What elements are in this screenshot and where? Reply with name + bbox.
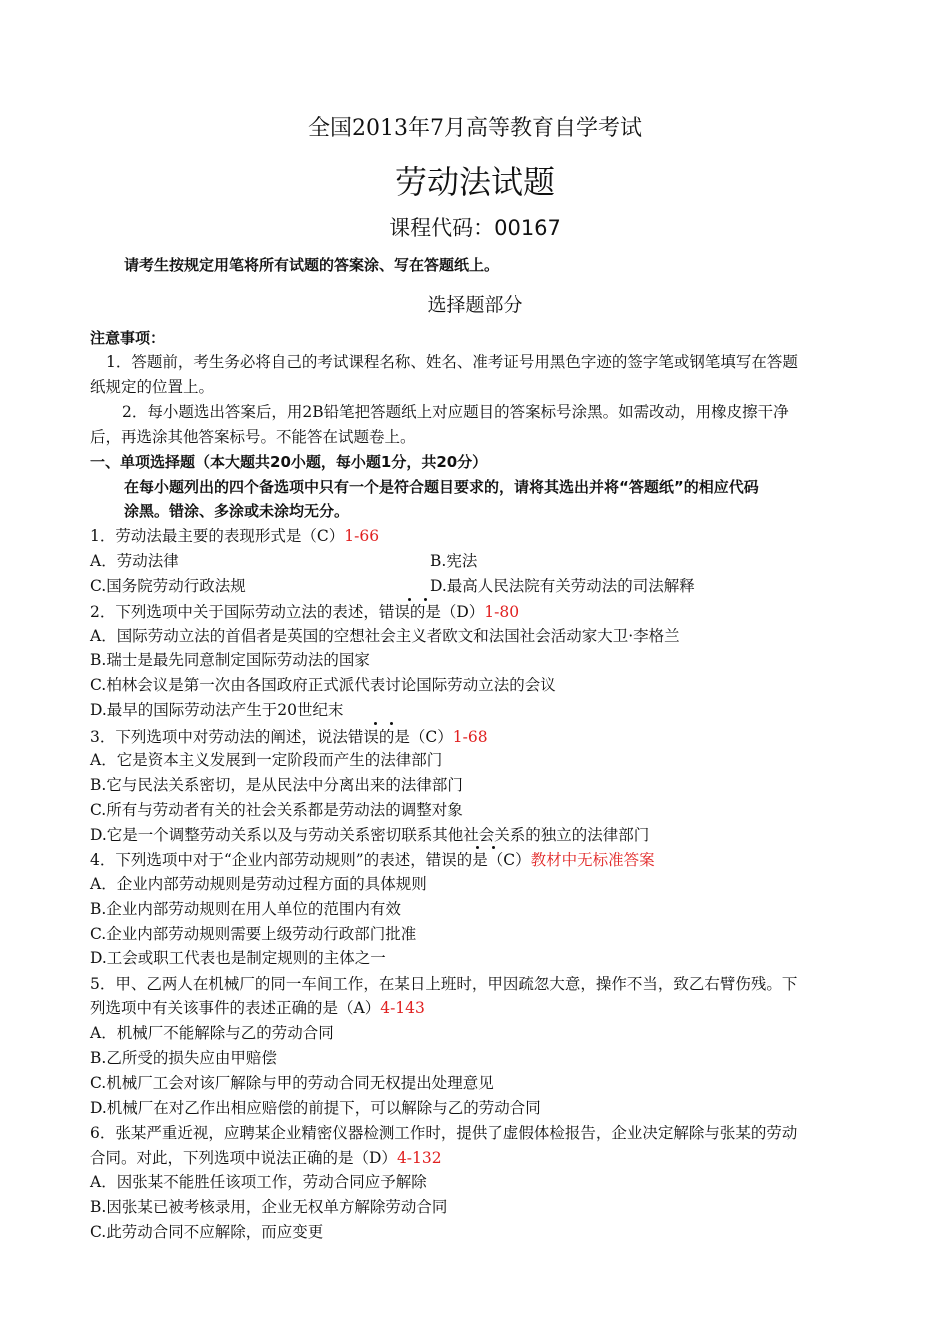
- question-2-reference: 1-80: [484, 603, 520, 621]
- question-2-option-c: C.柏林会议是第一次由各国政府正式派代表讨论国际劳动立法的会议: [90, 676, 556, 694]
- question-4-option-b: B.企业内部劳动规则在用人单位的范围内有效: [90, 900, 401, 918]
- note-2-line-1: 2．每小题选出答案后，用2B铅笔把答题纸上对应题目的答案标号涂黑。如需改动，用橡皮擦干净: [122, 403, 789, 421]
- question-1-option-c: C.国务院劳动行政法规: [90, 577, 246, 595]
- question-6-option-b: B.因张某已被考核录用，企业无权单方解除劳动合同: [90, 1198, 448, 1216]
- question-6-line-1: 6．张某严重近视，应聘某企业精密仪器检测工作时，提供了虚假体检报告，企业决定解除与张某的劳动: [90, 1124, 798, 1142]
- question-1-option-a: A．劳动法律: [90, 552, 179, 570]
- question-3: [90, 726, 488, 748]
- question-1-text: 1．劳动法最主要的表现形式是（C）: [90, 527, 345, 545]
- note-1-line-1: 1．答题前，考生务必将自己的考试课程名称、姓名、准考证号用黑色字迹的签字笔或钢笔填写在答题: [106, 353, 798, 371]
- question-5-text: 列选项中有关该事件的表述正确的是（A）: [90, 999, 381, 1017]
- course-code: 课程代码：00167: [389, 216, 561, 240]
- part-description-line-2: 涂黑。错涂、多涂或未涂均无分。: [124, 502, 350, 520]
- question-4-option-c: C.企业内部劳动规则需要上级劳动行政部门批准: [90, 925, 417, 943]
- section-title: 选择题部分: [427, 294, 523, 316]
- question-2: [90, 601, 519, 623]
- question-6-text: 合同。对此，下列选项中说法正确的是（D）: [90, 1149, 397, 1167]
- question-4-reference: 教材中无标准答案: [530, 851, 655, 869]
- note-2-line-2: 后，再选涂其他答案标号。不能答在试题卷上。: [90, 428, 416, 446]
- question-4-option-d: D.工会或职工代表也是制定规则的主体之一: [90, 949, 386, 967]
- part-heading: 一、单项选择题（本大题共20小题，每小题1分，共20分）: [90, 453, 488, 471]
- question-2-option-d: D.最早的国际劳动法产生于20世纪末: [90, 701, 344, 719]
- question-3-reference: 1-68: [452, 728, 488, 746]
- question-1-option-b: B.宪法: [430, 552, 478, 570]
- question-3-text: 3．下列选项中对劳动法的阐述，说法错误的是（C）: [90, 728, 453, 746]
- question-5-line-2: [90, 997, 425, 1019]
- page-title: 劳动法试题: [394, 163, 555, 201]
- question-3-option-a: A．它是资本主义发展到一定阶段而产生的法律部门: [90, 751, 443, 769]
- question-1: [90, 525, 379, 547]
- question-1-reference: 1-66: [344, 527, 380, 545]
- emphasis-dot: [390, 722, 393, 725]
- question-2-option-a: A．国际劳动立法的首倡者是英国的空想社会主义者欧文和法国社会活动家大卫·李格兰: [90, 627, 680, 645]
- notes-heading: 注意事项：: [90, 329, 166, 347]
- question-5-reference: 4-143: [380, 999, 425, 1017]
- note-1-line-2: 纸规定的位置上。: [90, 378, 215, 396]
- question-5-option-d: D.机械厂在对乙作出相应赔偿的前提下，可以解除与乙的劳动合同: [90, 1099, 541, 1117]
- question-4: [90, 849, 655, 871]
- instruction: 请考生按规定用笔将所有试题的答案涂、写在答题纸上。: [124, 256, 500, 274]
- question-5-option-a: A．机械厂不能解除与乙的劳动合同: [90, 1024, 334, 1042]
- part-description-line-1: 在每小题列出的四个备选项中只有一个是符合题目要求的，请将其选出并将“答题纸”的相应代码: [124, 478, 759, 496]
- question-4-option-a: A．企业内部劳动规则是劳动过程方面的具体规则: [90, 875, 427, 893]
- question-1-option-d: D.最高人民法院有关劳动法的司法解释: [430, 577, 695, 595]
- question-3-option-d: D.它是一个调整劳动关系以及与劳动关系密切联系其他社会关系的独立的法律部门: [90, 826, 650, 844]
- question-6-line-2: [90, 1147, 442, 1169]
- question-3-option-c: C.所有与劳动者有关的社会关系都是劳动法的调整对象: [90, 801, 463, 819]
- question-5-line-1: 5．甲、乙两人在机械厂的同一车间工作，在某日上班时，甲因疏忽大意，操作不当，致乙右臂伤残。下: [90, 975, 798, 993]
- question-2-option-b: B.瑞士是最先同意制定国际劳动法的国家: [90, 651, 370, 669]
- exam-line: 全国2013年7月高等教育自学考试: [308, 116, 642, 141]
- question-3-option-b: B.它与民法关系密切，是从民法中分离出来的法律部门: [90, 776, 463, 794]
- emphasis-dot: [374, 722, 377, 725]
- question-5-option-c: C.机械厂工会对该厂解除与甲的劳动合同无权提出处理意见: [90, 1074, 494, 1092]
- question-2-text: 2．下列选项中关于国际劳动立法的表述，错误的是（D）: [90, 603, 485, 621]
- question-5-option-b: B.乙所受的损失应由甲赔偿: [90, 1049, 277, 1067]
- question-6-reference: 4-132: [396, 1149, 442, 1167]
- question-6-option-a: A．因张某不能胜任该项工作，劳动合同应予解除: [90, 1173, 427, 1191]
- question-6-option-c: C.此劳动合同不应解除，而应变更: [90, 1223, 324, 1241]
- question-4-text: 4．下列选项中对于“企业内部劳动规则”的表述，错误的是（C）: [90, 851, 531, 869]
